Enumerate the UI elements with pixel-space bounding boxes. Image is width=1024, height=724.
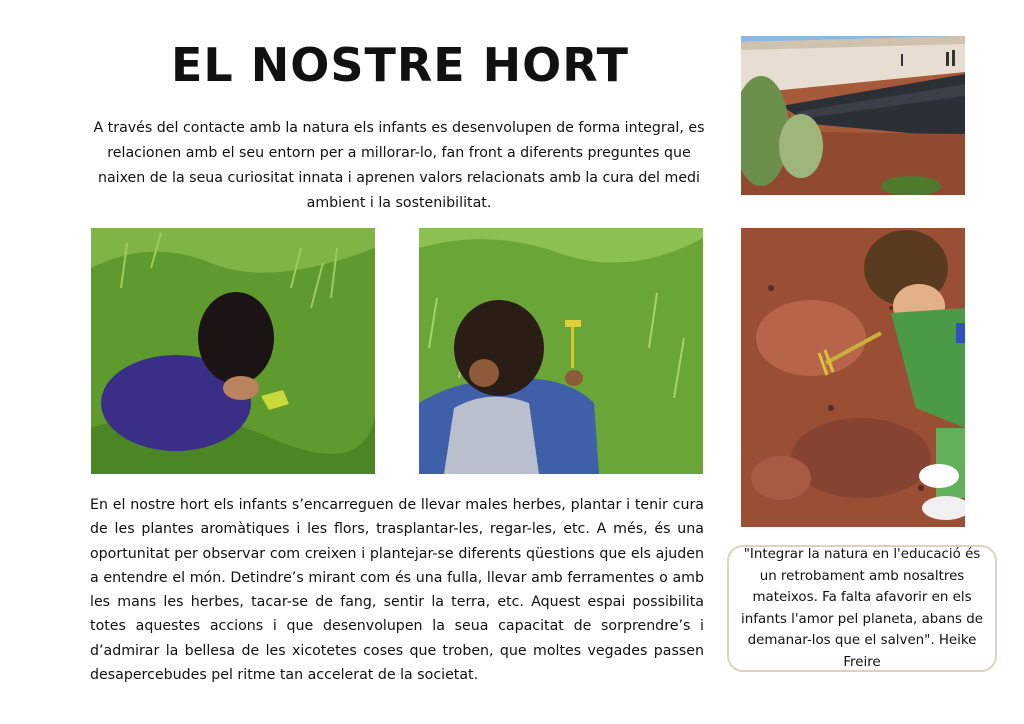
- photo-boy-in-grass: [419, 228, 703, 474]
- quote-text: "Integrar la natura en l'educació és un retrobament amb nosaltres mateixos. Fa falta afavorir en els infants l'amor pel planeta, abans de demanar-los que el salven". Heike Freire: [741, 547, 983, 670]
- quote-box: [727, 545, 997, 672]
- photo-garden-plot: [741, 36, 965, 195]
- page-title: EL NOSTRE HORT: [170, 38, 630, 92]
- body-paragraph: En el nostre hort els infants s’encarreguen de llevar males herbes, plantar i tenir cura de les plantes aromàtiques i les flors, trasplantar-les, regar-les, etc. A més, és una oportunitat per observar com creixen i plantejar-se diferents qüestions que els ajuden a entendre el món. Detindre’s mirant com és una fulla, llevar amb ferramentes o amb les mans les herbes, tacar-se de fang, sentir la terra, etc. Aquest espai possibilita totes aquestes accions i que desenvolupen la seua capacitat de sorprendre’s i d’admirar la bellesa de les xicotetes coses que troben, que moltes vegades passen desapercebudes pel ritme tan accelerat de la societat.: [90, 497, 704, 684]
- intro-paragraph: A través del contacte amb la natura els infants es desenvolupen de forma integral, es relacionen amb el seu entorn per a millorar-lo, fan front a diferents preguntes que naixen de la seua curiositat innata i aprenen valors relacionats amb la cura del medi ambient i la sostenibilitat.: [93, 120, 705, 211]
- photo-girl-in-grass: [91, 228, 375, 474]
- photo-child-with-rake: [741, 228, 965, 527]
